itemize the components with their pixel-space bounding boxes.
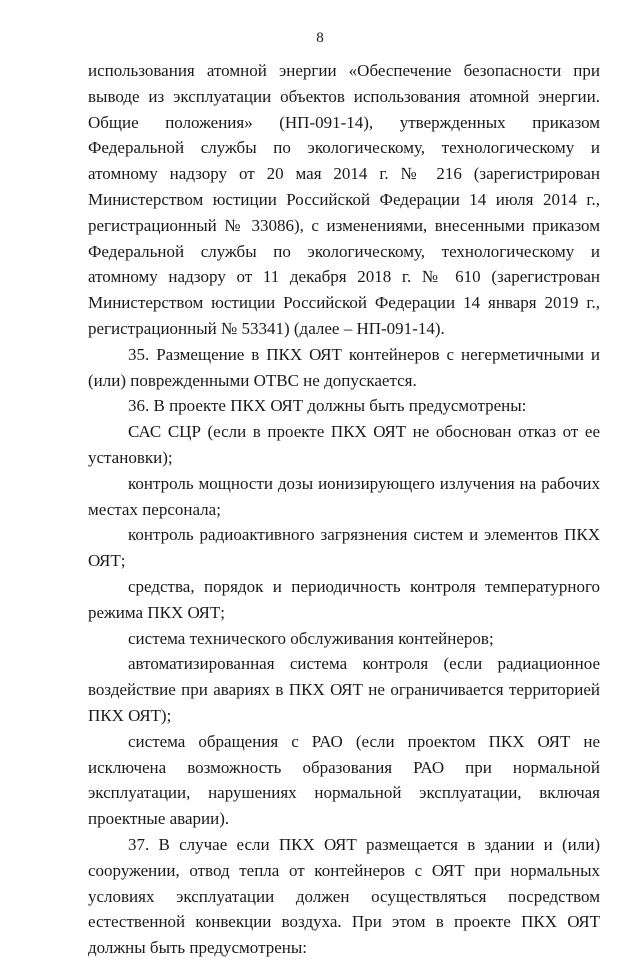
list-item-maintenance-system: система технического обслуживания контейнеров;	[128, 628, 494, 648]
list-item-dose-rate-control: контроль мощности дозы ионизирующего излучения на рабочих местах персонала;	[88, 473, 600, 519]
paragraph-item-36: 36. В проекте ПКХ ОЯТ должны быть предусмотрены:	[128, 396, 527, 416]
page-number: 8	[316, 30, 324, 46]
paragraph-continuation: использования атомной энергии «Обеспечение безопасности при выводе из эксплуатации объектов использования атомной энергии. Общие положения» (НП-091-14), утвержденных приказом Федеральной службы по экологическому, технологическому и атомному надзору от 20 мая 2014 г. № 216 (зарегистрирован Министерством юстиции Российской Федерации 14 июля 2014 г., регистрационный № 33086), с изменениями, внесенными приказом Федеральной службы по экологическому, технологическому и атомному надзору от 11 декабря 2018 г. № 610 (зарегистрован Министерством юстиции Российской Федерации 14 января 2019 г., регистрационный № 53341) (далее – НП-091-14).	[88, 61, 600, 338]
list-item-automated-control-system: автоматизированная система контроля (если радиационное воздействие при авариях в ПКХ ОЯТ не ограничивается территорией ПКХ ОЯТ);	[88, 654, 600, 725]
list-item-rao-handling-system: система обращения с РАО (если проектом ПКХ ОЯТ не исключена возможность образования РАО при нормальной эксплуатации, нарушениях нормальной эксплуатации, включая проектные аварии).	[88, 731, 600, 829]
list-item-contamination-control: контроль радиоактивного загрязнения систем и элементов ПКХ ОЯТ;	[88, 525, 600, 571]
paragraph-item-37: 37. В случае если ПКХ ОЯТ размещается в здании и (или) сооружении, отвод тепла от контейнеров с ОЯТ при нормальных условиях эксплуатации должен осуществляться посредством естественной конвекции воздуха. При этом в проекте ПКХ ОЯТ должны быть предусмотрены:	[88, 834, 600, 958]
document-body	[88, 58, 600, 961]
list-item-temperature-control: средства, порядок и периодичность контроля температурного режима ПКХ ОЯТ;	[88, 576, 600, 622]
paragraph-item-35: 35. Размещение в ПКХ ОЯТ контейнеров с негерметичными и (или) поврежденными ОТВС не допускается.	[88, 344, 600, 390]
list-item-sas-scr: САС СЦР (если в проекте ПКХ ОЯТ не обоснован отказ от ее установки);	[88, 422, 600, 467]
